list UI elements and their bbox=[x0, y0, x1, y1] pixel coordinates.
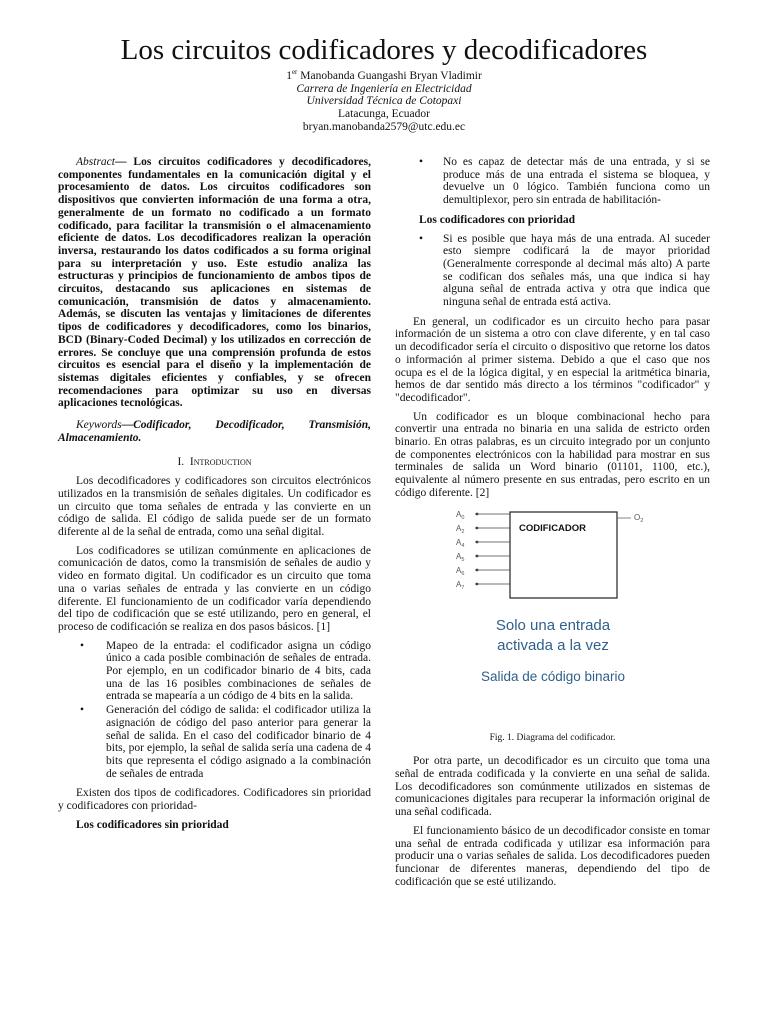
list-item bbox=[58, 704, 371, 780]
input-dot bbox=[476, 512, 479, 515]
bullet-icon: • bbox=[419, 232, 424, 245]
input-letter: A bbox=[456, 551, 462, 561]
author-name-line bbox=[0, 66, 768, 83]
input-letter: A bbox=[456, 509, 462, 519]
affiliation-suffix: er bbox=[291, 68, 298, 76]
input-label bbox=[456, 538, 464, 549]
abstract bbox=[58, 156, 371, 410]
figure-text-line-2: activada a la vez bbox=[497, 636, 609, 654]
input-subscript: 6 bbox=[461, 570, 465, 577]
figure-encoder-diagram bbox=[395, 506, 710, 728]
author-email[interactable]: bryan.manobanda2579@utc.edu.ec bbox=[302, 120, 466, 133]
author-department: Carrera de Ingeniería en Electricidad bbox=[296, 82, 472, 95]
intro-paragraph-4: En general, un codificador es un circuito hecho para pasar información de un sistema a otro con clave diferente, y en tal caso un decodificador sería el circuito o dispositivo que retorne los datos o información al primer sistema. Debido a que el caso que nos ocupa es el de la lógica digital, y en especial la aritmética binaria, hemos de dar sentido más directo a los términos "codificador" y "decodificador". bbox=[395, 315, 710, 404]
section-number: I. bbox=[177, 456, 185, 469]
keywords-text: —Codificador, Decodificador, Transmisión, Almacenamiento. bbox=[58, 419, 371, 444]
input-dot bbox=[476, 568, 479, 571]
con-prioridad-list bbox=[395, 233, 710, 309]
paper-title: Los circuitos codificadores y decodificadores bbox=[120, 34, 648, 66]
author-location: Latacunga, Ecuador bbox=[338, 107, 430, 120]
input-label bbox=[456, 524, 464, 535]
input-subscript: 0 bbox=[461, 514, 465, 521]
list-item-text: No es capaz de detectar más de una entrada, y si se produce más de una entrada el sistema se bloquea, y devuelve un 0 lógico. También funciona como un demultiplexor, pero sin entrada de habilitación- bbox=[443, 156, 710, 207]
input-lines bbox=[456, 510, 510, 591]
abstract-dash: — bbox=[114, 156, 134, 168]
intro-paragraph-2: Los codificadores se utilizan comúnmente en aplicaciones de comunicación de datos, como la transmisión de señales de audio y video en formato digital. Un codificador es un circuito que toma una o varias señales de entrada y las convierte en un código diferente. El funcionamiento de un codificador varía dependiendo del tipo de codificación que se esté utilizando, pero en general, el proceso de codificación se realiza en dos pasos básicos. [1] bbox=[58, 544, 371, 633]
subheading-sin-prioridad: Los codificadores sin prioridad bbox=[76, 818, 229, 831]
section-heading-introduction bbox=[58, 456, 371, 469]
input-dot bbox=[476, 540, 479, 543]
input-letter: A bbox=[456, 579, 462, 589]
bullet-icon: • bbox=[80, 704, 85, 717]
right-column bbox=[395, 156, 710, 894]
intro-paragraph-5: Un codificador es un bloque combinacional hecho para convertir una entrada no binaria en una salida de estricto orden binario. En otras palabras, es un circuito integrado por un conjunto de componentes electrónicos con la habilidad para mostrar en sus terminales de salida un Word binario (01101, 1100, etc.), equivalente al número presente en sus entradas, pero escrito en un código diferente. [2] bbox=[395, 410, 710, 499]
input-dot bbox=[476, 526, 479, 529]
input-label bbox=[456, 552, 464, 563]
list-item-text: Generación del código de salida: el codificador utiliza la asignación de código del paso anterior para generar la señal de salida. En el caso del codificador binario de 4 bits, por ejemplo, la señal de salida sería una cadena de 4 bits que representa el código asignado a la combinación de señales de entrada bbox=[106, 704, 371, 780]
abstract-lead: Abstract bbox=[76, 156, 115, 168]
figure-text-line-3: Salida de código binario bbox=[480, 668, 626, 684]
input-letter: A bbox=[456, 523, 462, 533]
input-subscript: 4 bbox=[461, 542, 465, 549]
figure-caption: Fig. 1. Diagrama del codificador. bbox=[489, 732, 616, 743]
intro-paragraph-3: Existen dos tipos de codificadores. Codificadores sin prioridad y codificadores con prioridad- bbox=[58, 787, 371, 813]
input-subscript: 2 bbox=[461, 528, 465, 535]
input-label bbox=[456, 580, 464, 591]
input-subscript: 7 bbox=[461, 584, 465, 591]
input-subscript: 5 bbox=[461, 556, 465, 563]
intro-paragraph-1: Los decodificadores y codificadores son circuitos electrónicos utilizados en la transmisión de señales digitales. Un codificador es un circuito que toma señales de entrada y las convierte en un código de salida. El código de salida puede ser de un formato diferente al de la señal de entrada, como una señal digital. bbox=[58, 475, 371, 538]
encoding-steps-list bbox=[58, 640, 371, 781]
input-letter: A bbox=[456, 537, 462, 547]
intro-paragraph-7: El funcionamiento básico de un decodificador consiste en tomar una señal de entrada codificada y utilizar esa información para producir una o varias señales de salida. Los decodificadores pueden funcionar de diferentes maneras, dependiendo del tipo de codificación que se esté utilizando. bbox=[395, 824, 710, 888]
output-letter: O bbox=[634, 512, 641, 522]
keywords bbox=[58, 419, 371, 444]
intro-paragraph-6: Por otra parte, un decodificador es un circuito que toma una señal de entrada codificada y la convierte en una señal de salida. Los decodificadores son comúnmente utilizados en sistemas de comunicaciones digitales para recuperar la información original de una señal codificada. bbox=[395, 755, 710, 819]
sin-prioridad-list bbox=[395, 156, 710, 207]
list-item-text: Mapeo de la entrada: el codificador asigna un código único a cada posible combinación de señales de entrada. Por ejemplo, en un codificador binario de 4 bits, cada una de las 16 posibles combinaciones de señales de entrada se mapearía a un código de 4 bits en la salida. bbox=[106, 639, 371, 703]
author-block bbox=[0, 66, 768, 133]
input-label bbox=[456, 510, 464, 521]
bullet-icon: • bbox=[80, 639, 85, 652]
bullet-icon: • bbox=[419, 156, 424, 168]
author-name: Manobanda Guangashi Bryan Vladimir bbox=[300, 69, 482, 82]
keywords-lead: Keywords bbox=[76, 419, 122, 432]
list-item bbox=[395, 233, 710, 309]
affiliation-number: 1 bbox=[286, 69, 292, 82]
encoder-diagram-svg bbox=[453, 506, 653, 728]
input-letter: A bbox=[456, 565, 462, 575]
output-label bbox=[634, 513, 643, 524]
output-subscript: 2 bbox=[640, 517, 644, 524]
list-item bbox=[58, 640, 371, 704]
input-label bbox=[456, 566, 464, 577]
author-university: Universidad Técnica de Cotopaxi bbox=[306, 95, 462, 108]
list-item bbox=[395, 156, 710, 207]
list-item-text: Si es posible que haya más de una entrada. Al suceder esto siempre codificará la de mayor prioridad (Generalmente corresponde al decimal más alto) A parte se codifican dos señales más, una que indica si hay alguna señal de entrada activa y otra que indica que ninguna señal de entrada está activa. bbox=[443, 232, 710, 309]
left-column bbox=[58, 156, 371, 837]
input-dot bbox=[476, 554, 479, 557]
abstract-text: Los circuitos codificadores y decodificadores, componentes fundamentales en la comunicación digital y el procesamiento de datos. Los circuitos codificadores son dispositivos que convierten información de una forma a otra, generalmente de un formato no codificado a un formato codificado, para facilitar la transmisión o el almacenamiento eficiente de datos. Los decodificadores realizan la operación inversa, restaurando los datos codificados a su forma original para su interpretación y uso. Este estudio analiza las estructuras y principios de funcionamiento de ambos tipos de circuitos, destacando sus aplicaciones en sistemas de comunicación, transmisión de datos y almacenamiento. Además, se discuten las ventajas y limitaciones de diferentes tipos de codificadores y decodificadores, como los binarios, BCD (Binary-Coded Decimal) y los utilizados en corrección de errores. Se concluye que una comprensión profunda de estos circuitos es esencial para el diseño y la implementación de sistemas digitales eficientes y confiables, y se ofrecen recomendaciones para optimizar su uso en diversas aplicaciones tecnológicas. bbox=[58, 156, 372, 410]
encoder-block-label: CODIFICADOR bbox=[519, 522, 587, 534]
section-title: Introduction bbox=[189, 456, 252, 469]
figure-text-line-1: Solo una entrada bbox=[495, 616, 611, 634]
input-dot bbox=[476, 582, 479, 585]
subheading-con-prioridad: Los codificadores con prioridad bbox=[419, 213, 576, 226]
